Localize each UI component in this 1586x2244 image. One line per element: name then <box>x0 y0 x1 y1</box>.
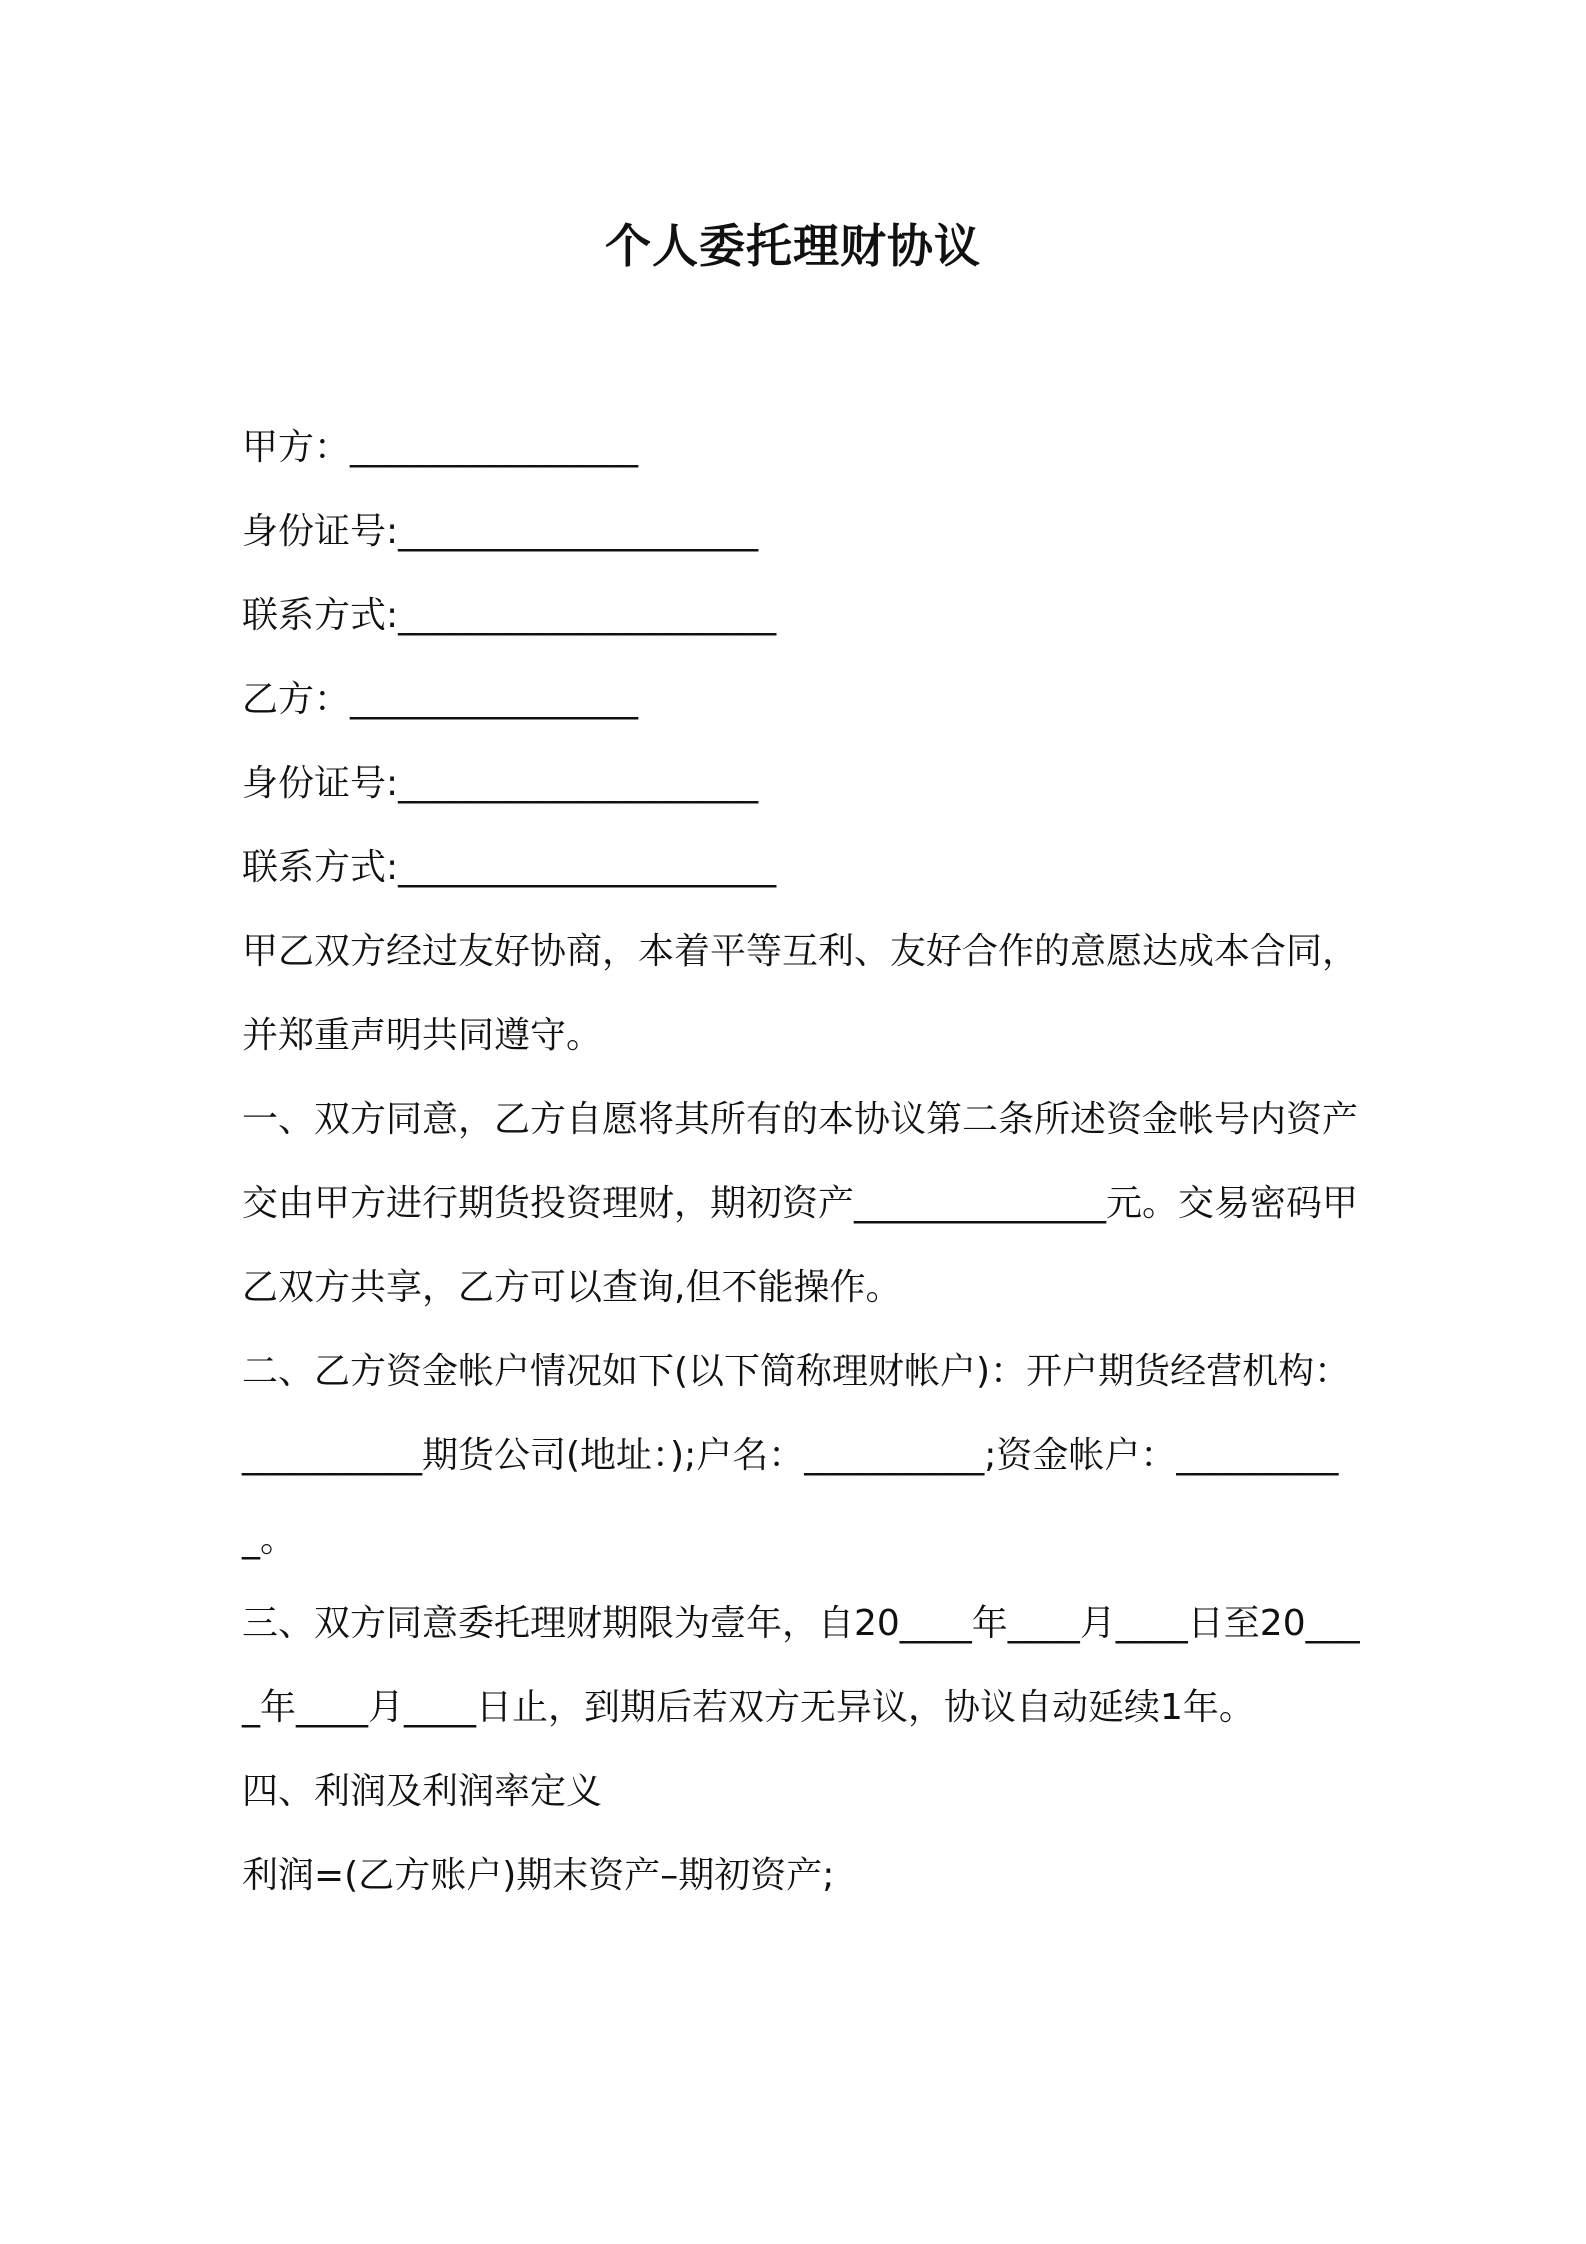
party-a-contact-field: 联系方式:_____________________ <box>242 595 777 636</box>
party-a-field: 甲方：________________ <box>242 427 639 468</box>
preamble-paragraph: 甲乙双方经过友好协商，本着平等互利、友好合作的意愿达成本合同，并郑重声明共同遵守。 <box>242 931 1359 1056</box>
document-body <box>242 406 1360 1918</box>
clause-3-paragraph: 三、双方同意委托理财期限为壹年，自20____年____月____日至20____年____月____日止，到期后若双方无异议，协议自动延续1年。 <box>242 1603 1360 1728</box>
party-b-contact-field: 联系方式:_____________________ <box>242 847 777 888</box>
party-b-id-field: 身份证号:____________________ <box>242 763 759 804</box>
party-b-field: 乙方：________________ <box>242 679 639 720</box>
profit-definition: 利润=(乙方账户)期末资产–期初资产; <box>242 1855 835 1896</box>
document-title: 个人委托理财协议 <box>605 219 981 273</box>
clause-2-paragraph: 二、乙方资金帐户情况如下(以下简称理财帐户)：开户期货经营机构：__________期货公司(地址：);户名：__________;资金帐户：__________。 <box>242 1351 1351 1560</box>
party-a-id-field: 身份证号:____________________ <box>242 511 759 552</box>
clause-4-heading: 四、利润及利润率定义 <box>242 1771 603 1812</box>
clause-1-paragraph: 一、双方同意，乙方自愿将其所有的本协议第二条所述资金帐号内资产交由甲方进行期货投资理财，期初资产______________元。交易密码甲乙双方共享，乙方可以查询,但不能操作。 <box>242 1099 1359 1308</box>
